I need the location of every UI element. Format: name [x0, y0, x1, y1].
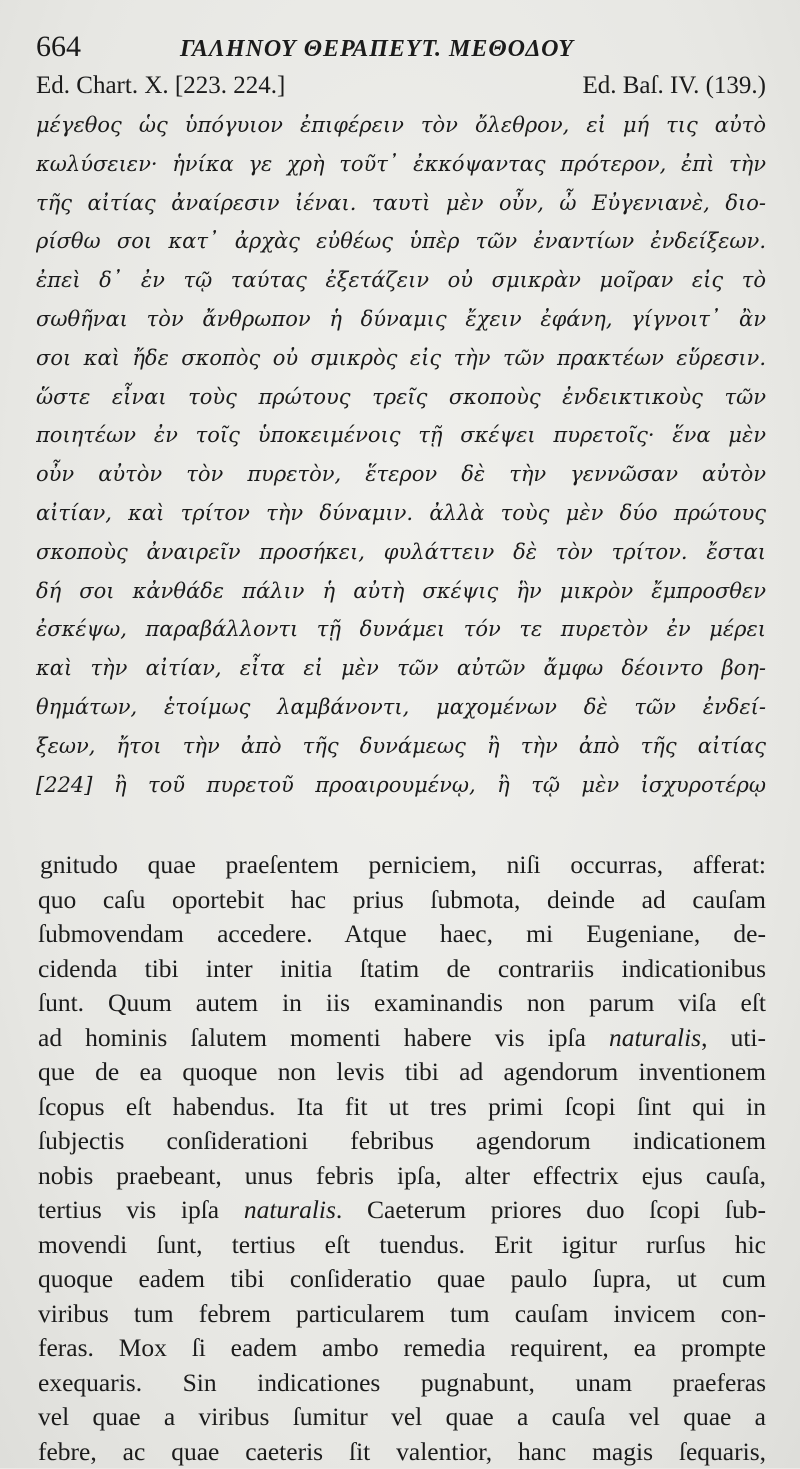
greek-line: σωθῆναι τὸν ἄνθρωπον ἡ δύναμις ἔχειν ἐφάνη, γίγνοιτ᾽ ἂν [36, 306, 766, 331]
greek-line: τῆς αἰτίας ἀναίρεσιν ἰέναι. ταυτὶ μὲν οὖν, ὦ Εὐγενιανὲ, διο- [36, 190, 766, 215]
edition-basel: Ed. Baſ. IV. (139.) [582, 72, 766, 99]
greek-line: μέγεθος ὡς ὑπόγυιον ἐπιφέρειν τὸν ὄλεθρον, εἰ μή τις αὐτὸ [36, 113, 766, 137]
latin-line: vel quae a viribus ſumitur vel quae a cauſa vel quae a [38, 1402, 766, 1432]
page-number: 664 [36, 30, 81, 63]
greek-line: καὶ τὴν αἰτίαν, εἶτα εἰ μὲν τῶν αὐτῶν ἄμφω δέοιντο βοη- [36, 656, 766, 681]
latin-line: febre, ac quae caeteris ſit valentior, hanc magis ſequaris, [38, 1436, 766, 1466]
greek-line: ἐσκέψω, παραβάλλοντι τῇ δυνάμει τόν τε πυρετὸν ἐν μέρει [36, 617, 766, 642]
latin-line: quoque eadem tibi conſideratio quae paulo ſupra, ut cum [38, 1264, 766, 1294]
greek-line: ρίσθω σοι κατ᾽ ἀρχὰς εὐθέως ὑπὲρ τῶν ἐναντίων ἐνδείξεων. [36, 229, 766, 254]
latin-line: quo caſu oportebit hac prius ſubmota, deinde ad cauſam [38, 884, 766, 914]
greek-line: ποιητέων ἐν τοῖς ὑποκειμένοις τῇ σκέψει πυρετοῖς· ἕνα μὲν [36, 423, 766, 448]
latin-line: viribus tum febrem particularem tum cauſam invicem con- [38, 1298, 766, 1328]
latin-line: ſubjectis conſiderationi febribus agendorum indicationem [38, 1126, 766, 1156]
greek-line: θημάτων, ἑτοίμως λαμβάνοντι, μαχομένων δὲ τῶν ἐνδεί- [36, 694, 766, 719]
latin-line: cidenda tibi inter initia ſtatim de contrariis indicationibus [38, 953, 766, 983]
greek-line: ξεων, ἤτοι τὴν ἀπὸ τῆς δυνάμεως ἢ τὴν ἀπὸ τῆς αἰτίας [36, 733, 766, 758]
greek-line: σκοποὺς ἀναιρεῖν προσήκει, φυλάττειν δὲ τὸν τρίτον. ἔσται [36, 539, 766, 564]
greek-text-block [36, 106, 766, 804]
latin-line: ſcopus eſt habendus. Ita fit ut tres primi ſcopi ſint qui in [38, 1091, 766, 1121]
running-title: ΓΑΛΗΝΟΥ ΘΕΡΑΠΕΥΤ. ΜΕΘΟΔΟΥ [180, 36, 574, 62]
latin-line: tertius vis ipſa naturalis. Caeterum priores duo ſcopi ſub- [38, 1195, 766, 1225]
italic-word: naturalis [609, 1022, 702, 1052]
latin-line: ad hominis ſalutem momenti habere vis ipſa naturalis, uti- [38, 1022, 766, 1052]
edition-references [36, 72, 766, 106]
greek-line: σοι καὶ ἤδε σκοπὸς οὐ σμικρὸς εἰς τὴν τῶν πρακτέων εὕρεσιν. [36, 345, 766, 370]
greek-line: ὥστε εἶναι τοὺς πρώτους τρεῖς σκοποὺς ἐνδεικτικοὺς τῶν [36, 384, 766, 409]
latin-line: que de ea quoque non levis tibi ad agendorum inventionem [38, 1057, 766, 1087]
greek-line: κωλύσειεν· ἡνίκα γε χρὴ τοῦτ᾽ ἐκκόψαντας πρότερον, ἐπὶ τὴν [36, 151, 766, 176]
italic-word: naturalis [243, 1195, 336, 1225]
page-header [36, 30, 766, 70]
greek-line: ἐπεὶ δ᾽ ἐν τῷ ταύτας ἐξετάζειν οὐ σμικρὰν μοῖραν εἰς τὸ [36, 268, 766, 293]
greek-line: οὖν αὐτὸν τὸν πυρετὸν, ἕτερον δὲ τὴν γεννῶσαν αὐτὸν [36, 462, 766, 487]
latin-line: exequaris. Sin indicationes pugnabunt, unam praeferas [38, 1367, 766, 1397]
latin-line: gnitudo quae praeſentem perniciem, niſi occurras, afferat: [40, 850, 766, 880]
latin-line: ſubmovendam accedere. Atque haec, mi Eugeniane, de- [38, 919, 766, 949]
edition-chartier: Ed. Chart. X. [223. 224.] [36, 72, 286, 99]
latin-line: nobis praebeant, unus febris ipſa, alter effectrix ejus cauſa, [38, 1160, 766, 1190]
latin-line: feras. Mox ſi eadem ambo remedia requirent, ea prompte [38, 1333, 766, 1363]
greek-line: αἰτίαν, καὶ τρίτον τὴν δύναμιν. ἀλλὰ τοὺς μὲν δύο πρώτους [36, 500, 766, 525]
latin-line: movendi ſunt, tertius eſt tuendus. Erit igitur rurſus hic [38, 1229, 766, 1259]
greek-line: δή σοι κἀνθάδε πάλιν ἡ αὐτὴ σκέψις ἣν μικρὸν ἔμπροσθεν [36, 578, 766, 603]
greek-line: [224] ἢ τοῦ πυρετοῦ προαιρουμένῳ, ἢ τῷ μὲν ἰσχυροτέρῳ [36, 772, 766, 797]
latin-line: ſunt. Quum autem in iis examinandis non parum viſa eſt [38, 988, 766, 1018]
latin-text-block [36, 848, 766, 1469]
